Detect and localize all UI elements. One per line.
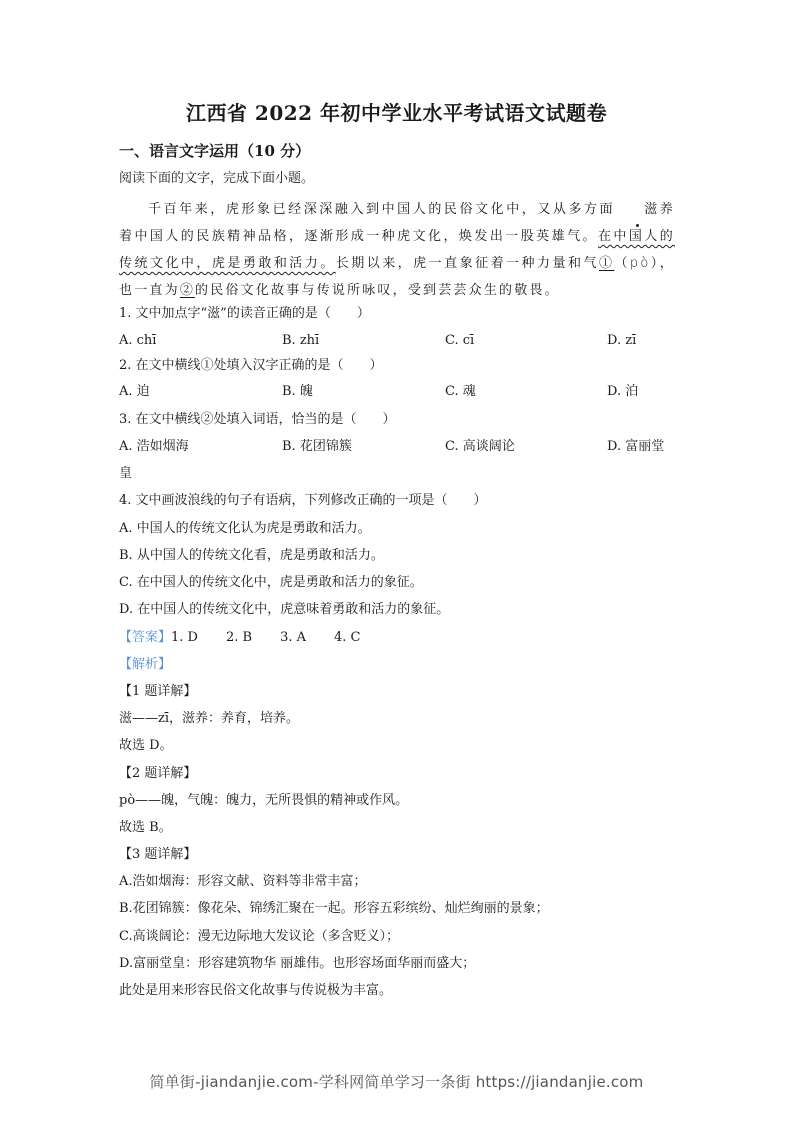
question-3-stem: 3. 在文中横线②处填入词语，恰当的是（ ）	[119, 412, 396, 427]
instruction: 阅读下面的文字，完成下面小题。	[119, 171, 315, 186]
explanation-3-line: 此处是用来形容民俗文化故事与传说极为丰富。	[119, 983, 393, 998]
reading-passage	[119, 196, 675, 304]
question-4-option-b: B. 从中国人的传统文化看，虎是勇敢和活力。	[119, 548, 384, 563]
analysis-label: 【解析】	[119, 657, 172, 672]
question-1-stem: 1. 文中加点字“滋”的读音正确的是（ ）	[119, 306, 370, 321]
explanation-2-line: pò——魄，气魄：魄力，无所畏惧的精神或作风。	[119, 793, 409, 808]
question-1-option-b: B. zhī	[282, 333, 320, 348]
question-2-option-d: D. 泊	[607, 384, 639, 399]
question-3-option-a: A. 浩如烟海	[119, 439, 189, 454]
passage-text: 的民俗文化故事与传说所咏叹，受到芸芸众生的敬畏。	[195, 283, 560, 298]
answer-row	[119, 629, 361, 647]
blank-2: ②	[179, 283, 196, 298]
passage-text: （pò），也一直为	[119, 256, 675, 298]
explanation-3-heading: 【3 题详解】	[119, 847, 197, 862]
question-2-option-c: C. 魂	[445, 384, 476, 399]
passage-text: 长期以来，虎一直象征着一种力量和气	[335, 256, 599, 271]
question-1-option-c: C. cī	[445, 333, 475, 348]
answer-label: 【答案】	[119, 630, 172, 645]
passage-text: 养着中国人的民族精神品格，逐渐形成一种虎文化，焕发出一股英雄气。	[119, 202, 675, 244]
explanation-3-line: B.花团锦簇：像花朵、锦绣汇聚在一起。形容五彩缤纷、灿烂绚丽的景象；	[119, 901, 549, 916]
passage-text: 千百年来，虎形象已经深深融入到中国人的民俗文化中，又从多方面	[148, 202, 616, 217]
question-4-option-a: A. 中国人的传统文化认为虎是勇敢和活力。	[119, 521, 371, 536]
page-title: 江西省 2022 年初中学业水平考试语文试题卷	[185, 101, 608, 125]
section-heading: 一、语言文字运用（10 分）	[119, 142, 311, 160]
question-3-option-d-wrap: 皇	[119, 466, 133, 481]
question-2-option-b: B. 魄	[282, 384, 313, 399]
question-3-option-b: B. 花团锦簇	[282, 439, 352, 454]
explanation-1-line: 故选 D。	[119, 738, 173, 753]
explanation-3-line: D.富丽堂皇：形容建筑物华 丽雄伟。也形容场面华丽而盛大；	[119, 956, 476, 971]
question-4-stem: 4. 文中画波浪线的句子有语病，下列修改正确的一项是（ ）	[119, 493, 487, 508]
question-1-option-a: A. chī	[119, 333, 157, 348]
question-1-option-d: D. zī	[607, 333, 637, 348]
question-4-option-d: D. 在中国人的传统文化中，虎意味着勇敢和活力的象征。	[119, 602, 450, 617]
question-3-option-c: C. 高谈阔论	[445, 439, 515, 454]
explanation-2-heading: 【2 题详解】	[119, 766, 197, 781]
explanation-2-line: 故选 B。	[119, 820, 172, 835]
blank-1: ①	[598, 256, 615, 271]
question-2-stem: 2. 在文中横线①处填入汉字正确的是（ ）	[119, 358, 383, 373]
wavy-underlined-sentence: 在中国人的传统文化中，虎是勇敢和活力。	[119, 229, 675, 271]
answer-item: 2. B	[225, 630, 253, 645]
explanation-1-heading: 【1 题详解】	[119, 684, 197, 699]
question-4-option-c: C. 在中国人的传统文化中，虎是勇敢和活力的象征。	[119, 575, 423, 590]
question-3-option-d: D. 富丽堂	[607, 439, 665, 454]
answer-item: 1. D	[171, 630, 198, 645]
explanation-3-line: C.高谈阔论：漫无边际地大发议论（多含贬义）；	[119, 929, 400, 944]
explanation-3-line: A.浩如烟海：形容文献、资料等非常丰富；	[119, 874, 367, 889]
answer-item: 4. C	[334, 630, 361, 645]
answer-item: 3. A	[280, 630, 307, 645]
dotted-character: 滋	[615, 196, 659, 223]
question-2-option-a: A. 迫	[119, 384, 150, 399]
footer-watermark: 简单街-jiandanjie.com-学科网简单学习一条街 https://jiandanjie.com	[149, 1073, 644, 1091]
explanation-1-line: 滋——zī，滋养：养育，培养。	[119, 711, 300, 726]
